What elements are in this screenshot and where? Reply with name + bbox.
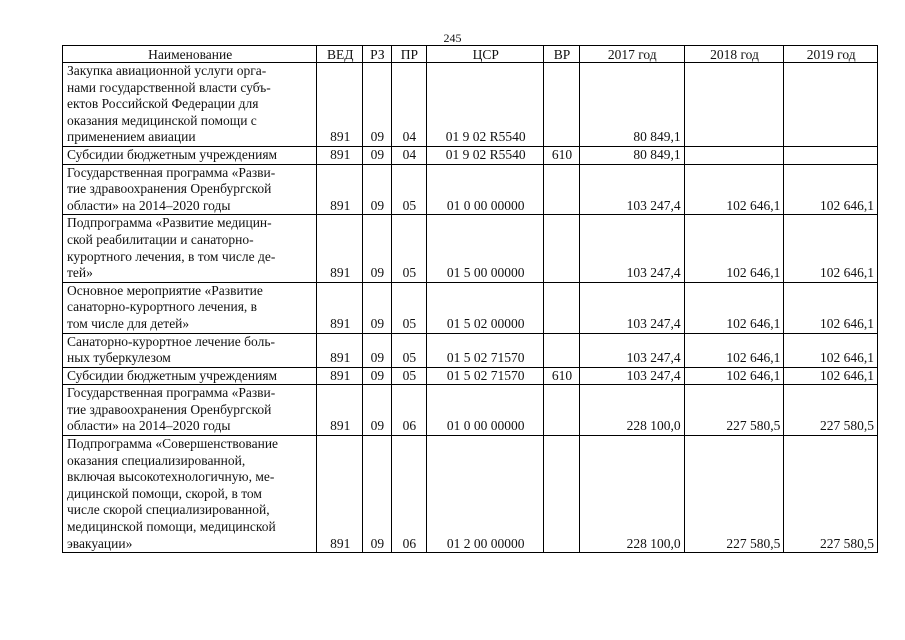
budget-table bbox=[62, 45, 878, 553]
row-year-2017: 103 247,4 bbox=[579, 215, 684, 282]
header-pr: ПР bbox=[391, 46, 427, 63]
row-name: Государственная программа «Разви- тие здравоохранения Оренбургской области» на 2014–2020 годы bbox=[63, 164, 317, 215]
header-name: Наименование bbox=[63, 46, 317, 63]
row-name: Подпрограмма «Развитие медицин- ской реабилитации и санаторно- курортного лечения, в том числе де- тей» bbox=[63, 215, 317, 282]
row-vr: 610 bbox=[544, 367, 580, 385]
table-row bbox=[63, 385, 878, 436]
table-row bbox=[63, 333, 878, 367]
row-ved: 891 bbox=[317, 436, 363, 553]
row-year-2019: 102 646,1 bbox=[784, 333, 878, 367]
table-row bbox=[63, 282, 878, 333]
row-name: Субсидии бюджетным учреждениям bbox=[63, 146, 317, 164]
row-year-2017: 103 247,4 bbox=[579, 333, 684, 367]
row-year-2018: 102 646,1 bbox=[684, 215, 784, 282]
header-rz: РЗ bbox=[363, 46, 391, 63]
row-pr: 05 bbox=[391, 164, 427, 215]
row-year-2018: 227 580,5 bbox=[684, 385, 784, 436]
row-csr: 01 2 00 00000 bbox=[427, 436, 544, 553]
row-name: Подпрограмма «Совершенствование оказания специализированной, включая высокотехнологичную, ме- дицинской помощи, скорой, в том числе скорой специализированной, медицинской помощи, медицинской эвакуации» bbox=[63, 436, 317, 553]
row-csr: 01 0 00 00000 bbox=[427, 385, 544, 436]
header-vr: ВР bbox=[544, 46, 580, 63]
row-pr: 04 bbox=[391, 146, 427, 164]
row-year-2017: 103 247,4 bbox=[579, 164, 684, 215]
row-ved: 891 bbox=[317, 215, 363, 282]
row-csr: 01 5 00 00000 bbox=[427, 215, 544, 282]
header-year-2017: 2017 год bbox=[579, 46, 684, 63]
header-csr: ЦСР bbox=[427, 46, 544, 63]
row-pr: 05 bbox=[391, 215, 427, 282]
row-pr: 05 bbox=[391, 367, 427, 385]
page-number: 245 bbox=[443, 31, 462, 45]
row-year-2019: 102 646,1 bbox=[784, 164, 878, 215]
row-year-2018: 227 580,5 bbox=[684, 436, 784, 553]
row-year-2018 bbox=[684, 146, 784, 164]
row-year-2018: 102 646,1 bbox=[684, 367, 784, 385]
row-ved: 891 bbox=[317, 367, 363, 385]
header-year-2019: 2019 год bbox=[784, 46, 878, 63]
header-ved: ВЕД bbox=[317, 46, 363, 63]
row-rz: 09 bbox=[363, 215, 391, 282]
row-csr: 01 5 02 71570 bbox=[427, 333, 544, 367]
row-year-2018: 102 646,1 bbox=[684, 164, 784, 215]
row-csr: 01 9 02 R5540 bbox=[427, 146, 544, 164]
table-row bbox=[63, 63, 878, 147]
row-year-2017: 103 247,4 bbox=[579, 282, 684, 333]
table-row bbox=[63, 215, 878, 282]
row-name: Закупка авиационной услуги орга- нами государственной власти субъ- ектов Российской Федерации для оказания медицинской помощи с применением авиации bbox=[63, 63, 317, 147]
row-pr: 05 bbox=[391, 282, 427, 333]
row-name: Государственная программа «Разви- тие здравоохранения Оренбургской области» на 2014–2020 годы bbox=[63, 385, 317, 436]
header-year-2018: 2018 год bbox=[684, 46, 784, 63]
table-row bbox=[63, 367, 878, 385]
row-year-2019: 227 580,5 bbox=[784, 436, 878, 553]
table-row bbox=[63, 436, 878, 553]
row-vr bbox=[544, 215, 580, 282]
row-rz: 09 bbox=[363, 367, 391, 385]
row-pr: 04 bbox=[391, 63, 427, 147]
row-csr: 01 9 02 R5540 bbox=[427, 63, 544, 147]
row-year-2019: 102 646,1 bbox=[784, 215, 878, 282]
row-year-2017: 103 247,4 bbox=[579, 367, 684, 385]
row-ved: 891 bbox=[317, 333, 363, 367]
row-rz: 09 bbox=[363, 436, 391, 553]
row-ved: 891 bbox=[317, 385, 363, 436]
row-csr: 01 5 02 00000 bbox=[427, 282, 544, 333]
row-ved: 891 bbox=[317, 282, 363, 333]
row-name: Основное мероприятие «Развитие санаторно-курортного лечения, в том числе для детей» bbox=[63, 282, 317, 333]
row-vr bbox=[544, 385, 580, 436]
row-year-2018 bbox=[684, 63, 784, 147]
row-name: Субсидии бюджетным учреждениям bbox=[63, 367, 317, 385]
row-vr bbox=[544, 63, 580, 147]
row-year-2018: 102 646,1 bbox=[684, 333, 784, 367]
table-row bbox=[63, 164, 878, 215]
row-ved: 891 bbox=[317, 146, 363, 164]
row-year-2019: 102 646,1 bbox=[784, 282, 878, 333]
row-year-2017: 228 100,0 bbox=[579, 385, 684, 436]
row-vr: 610 bbox=[544, 146, 580, 164]
table-row bbox=[63, 146, 878, 164]
row-year-2017: 228 100,0 bbox=[579, 436, 684, 553]
row-rz: 09 bbox=[363, 146, 391, 164]
row-pr: 06 bbox=[391, 436, 427, 553]
row-ved: 891 bbox=[317, 63, 363, 147]
row-year-2019: 102 646,1 bbox=[784, 367, 878, 385]
row-rz: 09 bbox=[363, 63, 391, 147]
row-rz: 09 bbox=[363, 164, 391, 215]
row-rz: 09 bbox=[363, 385, 391, 436]
row-year-2017: 80 849,1 bbox=[579, 63, 684, 147]
row-vr bbox=[544, 164, 580, 215]
row-year-2019 bbox=[784, 63, 878, 147]
row-ved: 891 bbox=[317, 164, 363, 215]
row-vr bbox=[544, 436, 580, 553]
row-csr: 01 0 00 00000 bbox=[427, 164, 544, 215]
row-year-2017: 80 849,1 bbox=[579, 146, 684, 164]
row-vr bbox=[544, 333, 580, 367]
row-csr: 01 5 02 71570 bbox=[427, 367, 544, 385]
row-rz: 09 bbox=[363, 333, 391, 367]
row-pr: 05 bbox=[391, 333, 427, 367]
row-year-2018: 102 646,1 bbox=[684, 282, 784, 333]
header-row bbox=[63, 46, 878, 63]
row-year-2019 bbox=[784, 146, 878, 164]
row-rz: 09 bbox=[363, 282, 391, 333]
row-year-2019: 227 580,5 bbox=[784, 385, 878, 436]
row-pr: 06 bbox=[391, 385, 427, 436]
row-vr bbox=[544, 282, 580, 333]
row-name: Санаторно-курортное лечение боль- ных туберкулезом bbox=[63, 333, 317, 367]
